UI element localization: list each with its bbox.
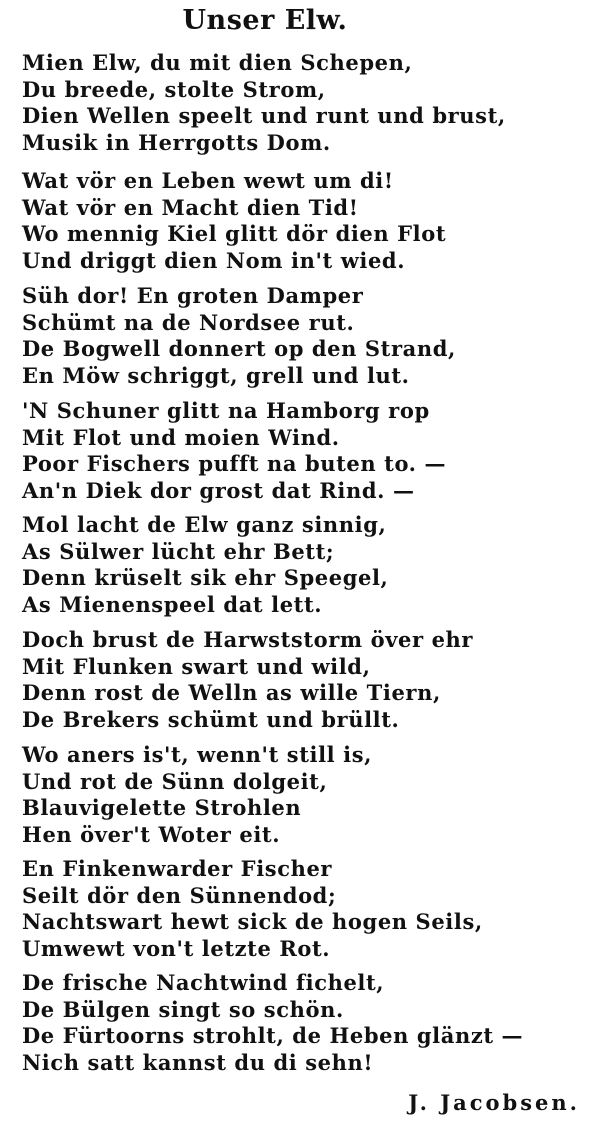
stanza-line: Doch brust de Harwststorm över ehr xyxy=(22,627,474,652)
author-signature: J. Jacobsen. xyxy=(408,1090,580,1115)
stanza-line: Wat vör en Leben wewt um di! xyxy=(22,168,394,193)
stanza-line: Mien Elw, du mit dien Schepen, xyxy=(22,50,413,75)
stanza-line: Süh dor! En groten Damper xyxy=(22,283,364,308)
stanza-line: As Sülwer lücht ehr Bett; xyxy=(22,538,335,564)
stanza-line: An'n Diek dor grost dat Rind. — xyxy=(22,477,415,503)
stanza-line: Und driggt dien Nom in't wied. xyxy=(22,247,406,273)
stanza-line: Seilt dör den Sünnendod; xyxy=(22,882,337,908)
stanza-line: Denn krüselt sik ehr Speegel, xyxy=(22,565,389,591)
stanza-line: De Brekers schümt und brüllt. xyxy=(22,706,400,732)
stanza-line: Blauvigelette Strohlen xyxy=(22,795,302,821)
stanza-line: Dien Wellen speelt und runt und brust, xyxy=(22,103,506,129)
stanza-line: Nachtswart hewt sick de hogen Seils, xyxy=(22,909,483,935)
poem-title: Unser Elw. xyxy=(182,5,348,36)
stanza-line: Wat vör en Macht dien Tid! xyxy=(22,194,359,220)
stanza-line: En Möw schriggt, grell und lut. xyxy=(22,362,410,388)
stanza-7 xyxy=(22,742,582,848)
stanza-2 xyxy=(22,168,582,274)
stanza-1 xyxy=(22,50,582,156)
stanza-line: Denn rost de Welln as wille Tiern, xyxy=(22,680,441,706)
stanza-5 xyxy=(22,512,582,618)
stanza-3 xyxy=(22,283,582,389)
stanza-line: Musik in Herrgotts Dom. xyxy=(22,129,331,155)
stanza-line: Wo mennig Kiel glitt dör dien Flot xyxy=(22,221,447,247)
stanza-line: Nich satt kannst du di sehn! xyxy=(22,1049,374,1075)
stanza-6 xyxy=(22,627,582,733)
stanza-line: Mol lacht de Elw ganz sinnig, xyxy=(22,512,387,537)
stanza-line: De frische Nachtwind fichelt, xyxy=(22,970,385,995)
stanza-4 xyxy=(22,398,582,504)
stanza-line: Du breede, stolte Strom, xyxy=(22,76,326,102)
stanza-line: Umwewt von't letzte Rot. xyxy=(22,935,331,961)
stanza-line: Mit Flunken swart und wild, xyxy=(22,653,371,679)
stanza-line: Schümt na de Nordsee rut. xyxy=(22,309,355,335)
stanza-line: 'N Schuner glitt na Hamborg rop xyxy=(22,398,430,423)
stanza-line: Poor Fischers pufft na buten to. — xyxy=(22,451,447,477)
stanza-line: Wo aners is't, wenn't still is, xyxy=(22,742,373,767)
stanza-line: En Finkenwarder Fischer xyxy=(22,856,333,881)
stanza-line: Und rot de Sünn dolgeit, xyxy=(22,768,328,794)
stanza-9 xyxy=(22,970,582,1076)
stanza-line: As Mienenspeel dat lett. xyxy=(22,591,323,617)
stanza-line: De Bogwell donnert op den Strand, xyxy=(22,336,456,362)
stanza-line: De Fürtoorns strohlt, de Heben glänzt — xyxy=(22,1023,524,1049)
stanza-line: Mit Flot und moien Wind. xyxy=(22,424,340,450)
stanza-line: De Bülgen singt so schön. xyxy=(22,996,344,1022)
stanza-line: Hen över't Woter eit. xyxy=(22,821,281,847)
stanza-8 xyxy=(22,856,582,962)
